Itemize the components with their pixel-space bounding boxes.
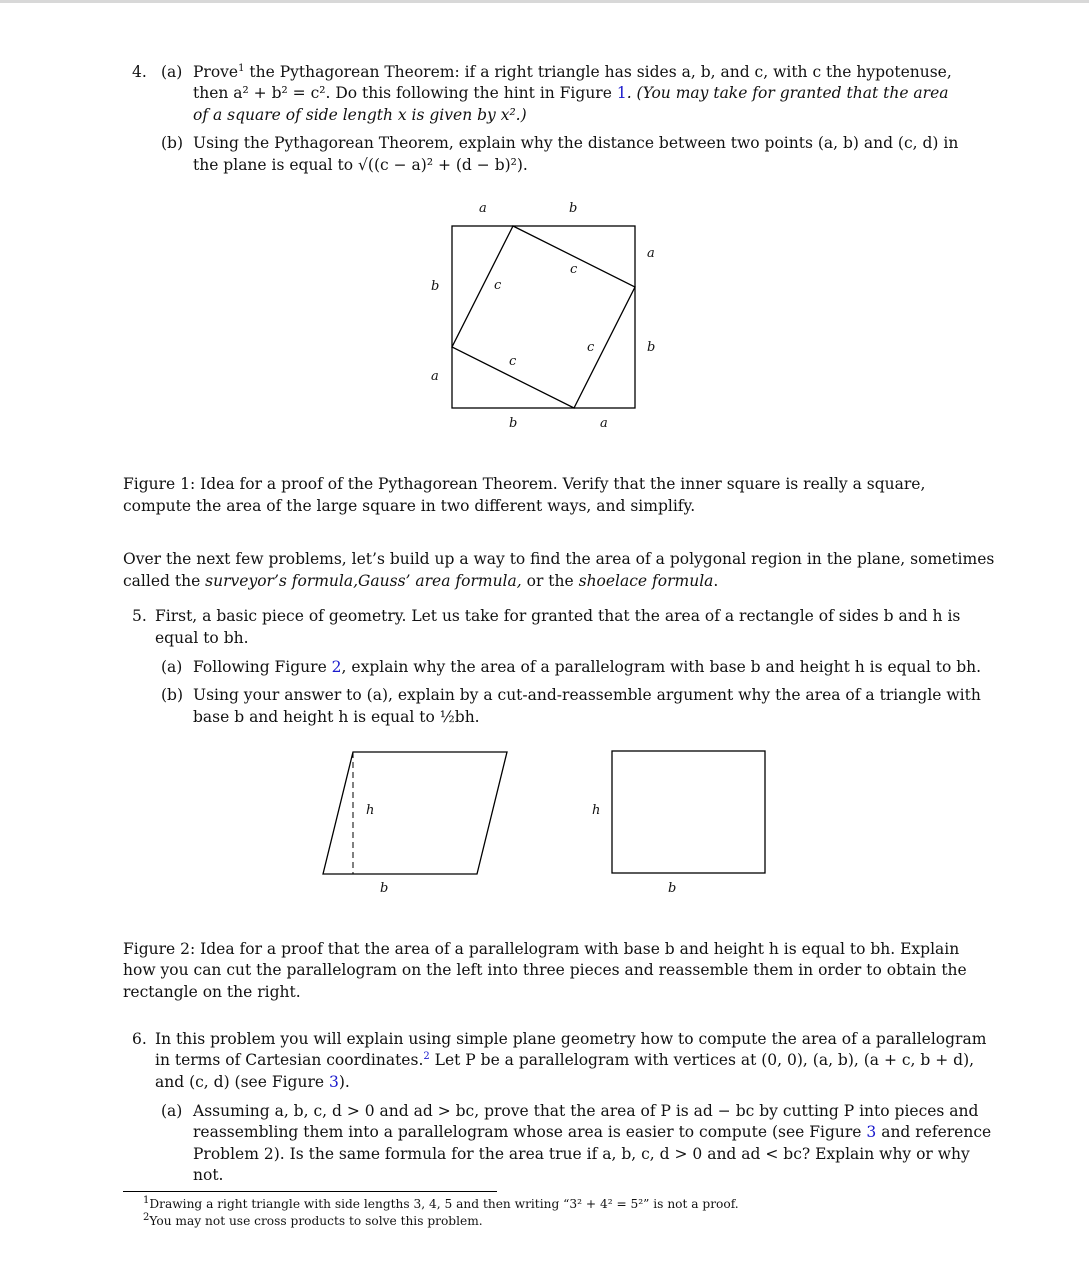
problem-5b-label: (b) (161, 686, 184, 704)
figure-1-inner-square (452, 226, 635, 408)
fig1-label-c-right: c (587, 340, 595, 355)
problem-4b-line-2: the plane is equal to √((c − a)² + (d − b)²). (193, 156, 528, 174)
fig1-label-left-b: b (431, 279, 440, 294)
fig1-label-right-b: b (647, 340, 656, 355)
problem-6-number: 6. (132, 1030, 147, 1048)
problem-6-line-3 (155, 1072, 350, 1094)
fig1-label-bottom-a: a (600, 416, 608, 431)
problem-4a-line-1-rest: the Pythagorean Theorem: if a right triangle has sides a, b, and c, with c the hypotenuse, (244, 63, 952, 81)
problem-5-line-2: equal to bh. (155, 629, 249, 647)
footnote-mark-1[interactable]: 1 (238, 62, 245, 74)
problem-4a-line-2-pre: then a² + b² = c². Do this following the hint in Figure (193, 84, 617, 102)
figure-2-link[interactable]: 2 (331, 658, 342, 676)
figure-3-link[interactable]: 3 (328, 1073, 339, 1091)
fig2-label-rect-b: b (668, 881, 677, 896)
footnote-1-text: Drawing a right triangle with side lengths 3, 4, 5 and then writing “3² + 4² = 5²” is not a proof. (149, 1197, 739, 1211)
fig1-label-top-a: a (479, 201, 487, 216)
problem-6a-line-2-pre: reassembling them into a parallelogram whose area is easier to compute (see Figure (193, 1123, 867, 1141)
prove-word: Prove (193, 63, 239, 81)
problem-6a-line-2-post: and reference (876, 1123, 992, 1141)
footnote-2 (143, 1213, 483, 1230)
intro-line-2-post: . (713, 572, 719, 590)
problem-5-line-1: First, a basic piece of geometry. Let us take for granted that the area of a rectangle of sides b and h is (155, 607, 961, 625)
problem-6-line-2 (155, 1050, 974, 1072)
problem-5a-pre: Following Figure (193, 658, 332, 676)
footnote-rule (123, 1191, 497, 1192)
problem-4a-label: (a) (161, 63, 183, 81)
intro-shoelace: shoelace formula (578, 572, 714, 590)
figure-2-parallelogram (323, 752, 507, 874)
problem-6-line-3-post: ). (338, 1073, 350, 1091)
footnote-mark-2[interactable]: 2 (423, 1050, 430, 1062)
figure-1-outer-square (452, 226, 635, 408)
problem-6a-line-2 (193, 1122, 991, 1144)
fig2-label-para-b: b (380, 881, 389, 896)
problem-4b-label: (b) (161, 134, 184, 152)
figure-1-caption-line-1: Figure 1: Idea for a proof of the Pythagorean Theorem. Verify that the inner square is really a square, (123, 475, 926, 493)
fig1-label-right-a: a (647, 246, 655, 261)
fig2-label-rect-h: h (592, 803, 601, 818)
figure-2-rectangle (612, 751, 765, 873)
problem-6-line-1: In this problem you will explain using simple plane geometry how to compute the area of a parallelogram (155, 1030, 987, 1048)
footnote-2-mark: 2 (143, 1211, 150, 1223)
footnote-1-mark: 1 (143, 1194, 150, 1206)
problem-5a-line (193, 657, 981, 679)
problem-6-line-2-pre: in terms of Cartesian coordinates. (155, 1051, 424, 1069)
problem-4b-line-1: Using the Pythagorean Theorem, explain why the distance between two points (a, b) and (c, d) in (193, 134, 959, 152)
figure-2-caption-line-2: how you can cut the parallelogram on the left into three pieces and reassemble them in order to obtain the (123, 961, 967, 979)
problem-5b-line-2: base b and height h is equal to ½bh. (193, 708, 480, 726)
problem-6-line-3-pre: and (c, d) (see Figure (155, 1073, 329, 1091)
footnote-1 (143, 1196, 739, 1213)
problem-5a-label: (a) (161, 658, 183, 676)
figure-1-link[interactable]: 1 (616, 84, 627, 102)
problem-6a-line-3: Problem 2). Is the same formula for the area true if a, b, c, d > 0 and ad < bc? Explain why or why (193, 1145, 970, 1163)
problem-6a-label: (a) (161, 1102, 183, 1120)
fig2-label-para-h: h (366, 803, 375, 818)
problem-6a-line-1: Assuming a, b, c, d > 0 and ad > bc, prove that the area of P is ad − bc by cutting P into pieces and (193, 1102, 979, 1120)
intro-formula-names: surveyor’s formula,Gauss’ area formula, (205, 572, 522, 590)
problem-4a-line-3: of a square of side length x is given by x².) (193, 106, 527, 124)
figure-1-caption-line-2: compute the area of the large square in two different ways, and simplify. (123, 497, 696, 515)
problem-6a-line-4: not. (193, 1166, 224, 1184)
fig1-label-bottom-b: b (509, 416, 518, 431)
fig1-label-left-a: a (431, 369, 439, 384)
problem-6-line-2-post: Let P be a parallelogram with vertices at (0, 0), (a, b), (a + c, b + d), (429, 1051, 975, 1069)
problem-4a-line-2-post: . (You may take for granted that the area (626, 84, 949, 102)
fig1-label-c-bottom: c (509, 354, 517, 369)
intro-line-2 (123, 571, 718, 593)
problem-5a-post: , explain why the area of a parallelogram with base b and height h is equal to bh. (341, 658, 982, 676)
fig1-label-top-b: b (569, 201, 578, 216)
intro-line-1: Over the next few problems, let’s build up a way to find the area of a polygonal region in the plane, sometimes (123, 550, 995, 568)
figure-3-link-2[interactable]: 3 (866, 1123, 877, 1141)
problem-5b-line-1: Using your answer to (a), explain by a cut-and-reassemble argument why the area of a triangle with (193, 686, 981, 704)
problem-4-number: 4. (132, 63, 147, 81)
problem-5-number: 5. (132, 607, 147, 625)
figure-2-caption-line-3: rectangle on the right. (123, 983, 301, 1001)
figure-2-caption-line-1: Figure 2: Idea for a proof that the area of a parallelogram with base b and height h is equal to bh. Explain (123, 940, 960, 958)
intro-line-2-mid: or the (521, 572, 579, 590)
fig1-label-c-top: c (570, 262, 578, 277)
footnote-2-text: You may not use cross products to solve this problem. (149, 1214, 483, 1228)
intro-line-2-pre: called the (123, 572, 206, 590)
fig1-label-c-left: c (494, 278, 502, 293)
